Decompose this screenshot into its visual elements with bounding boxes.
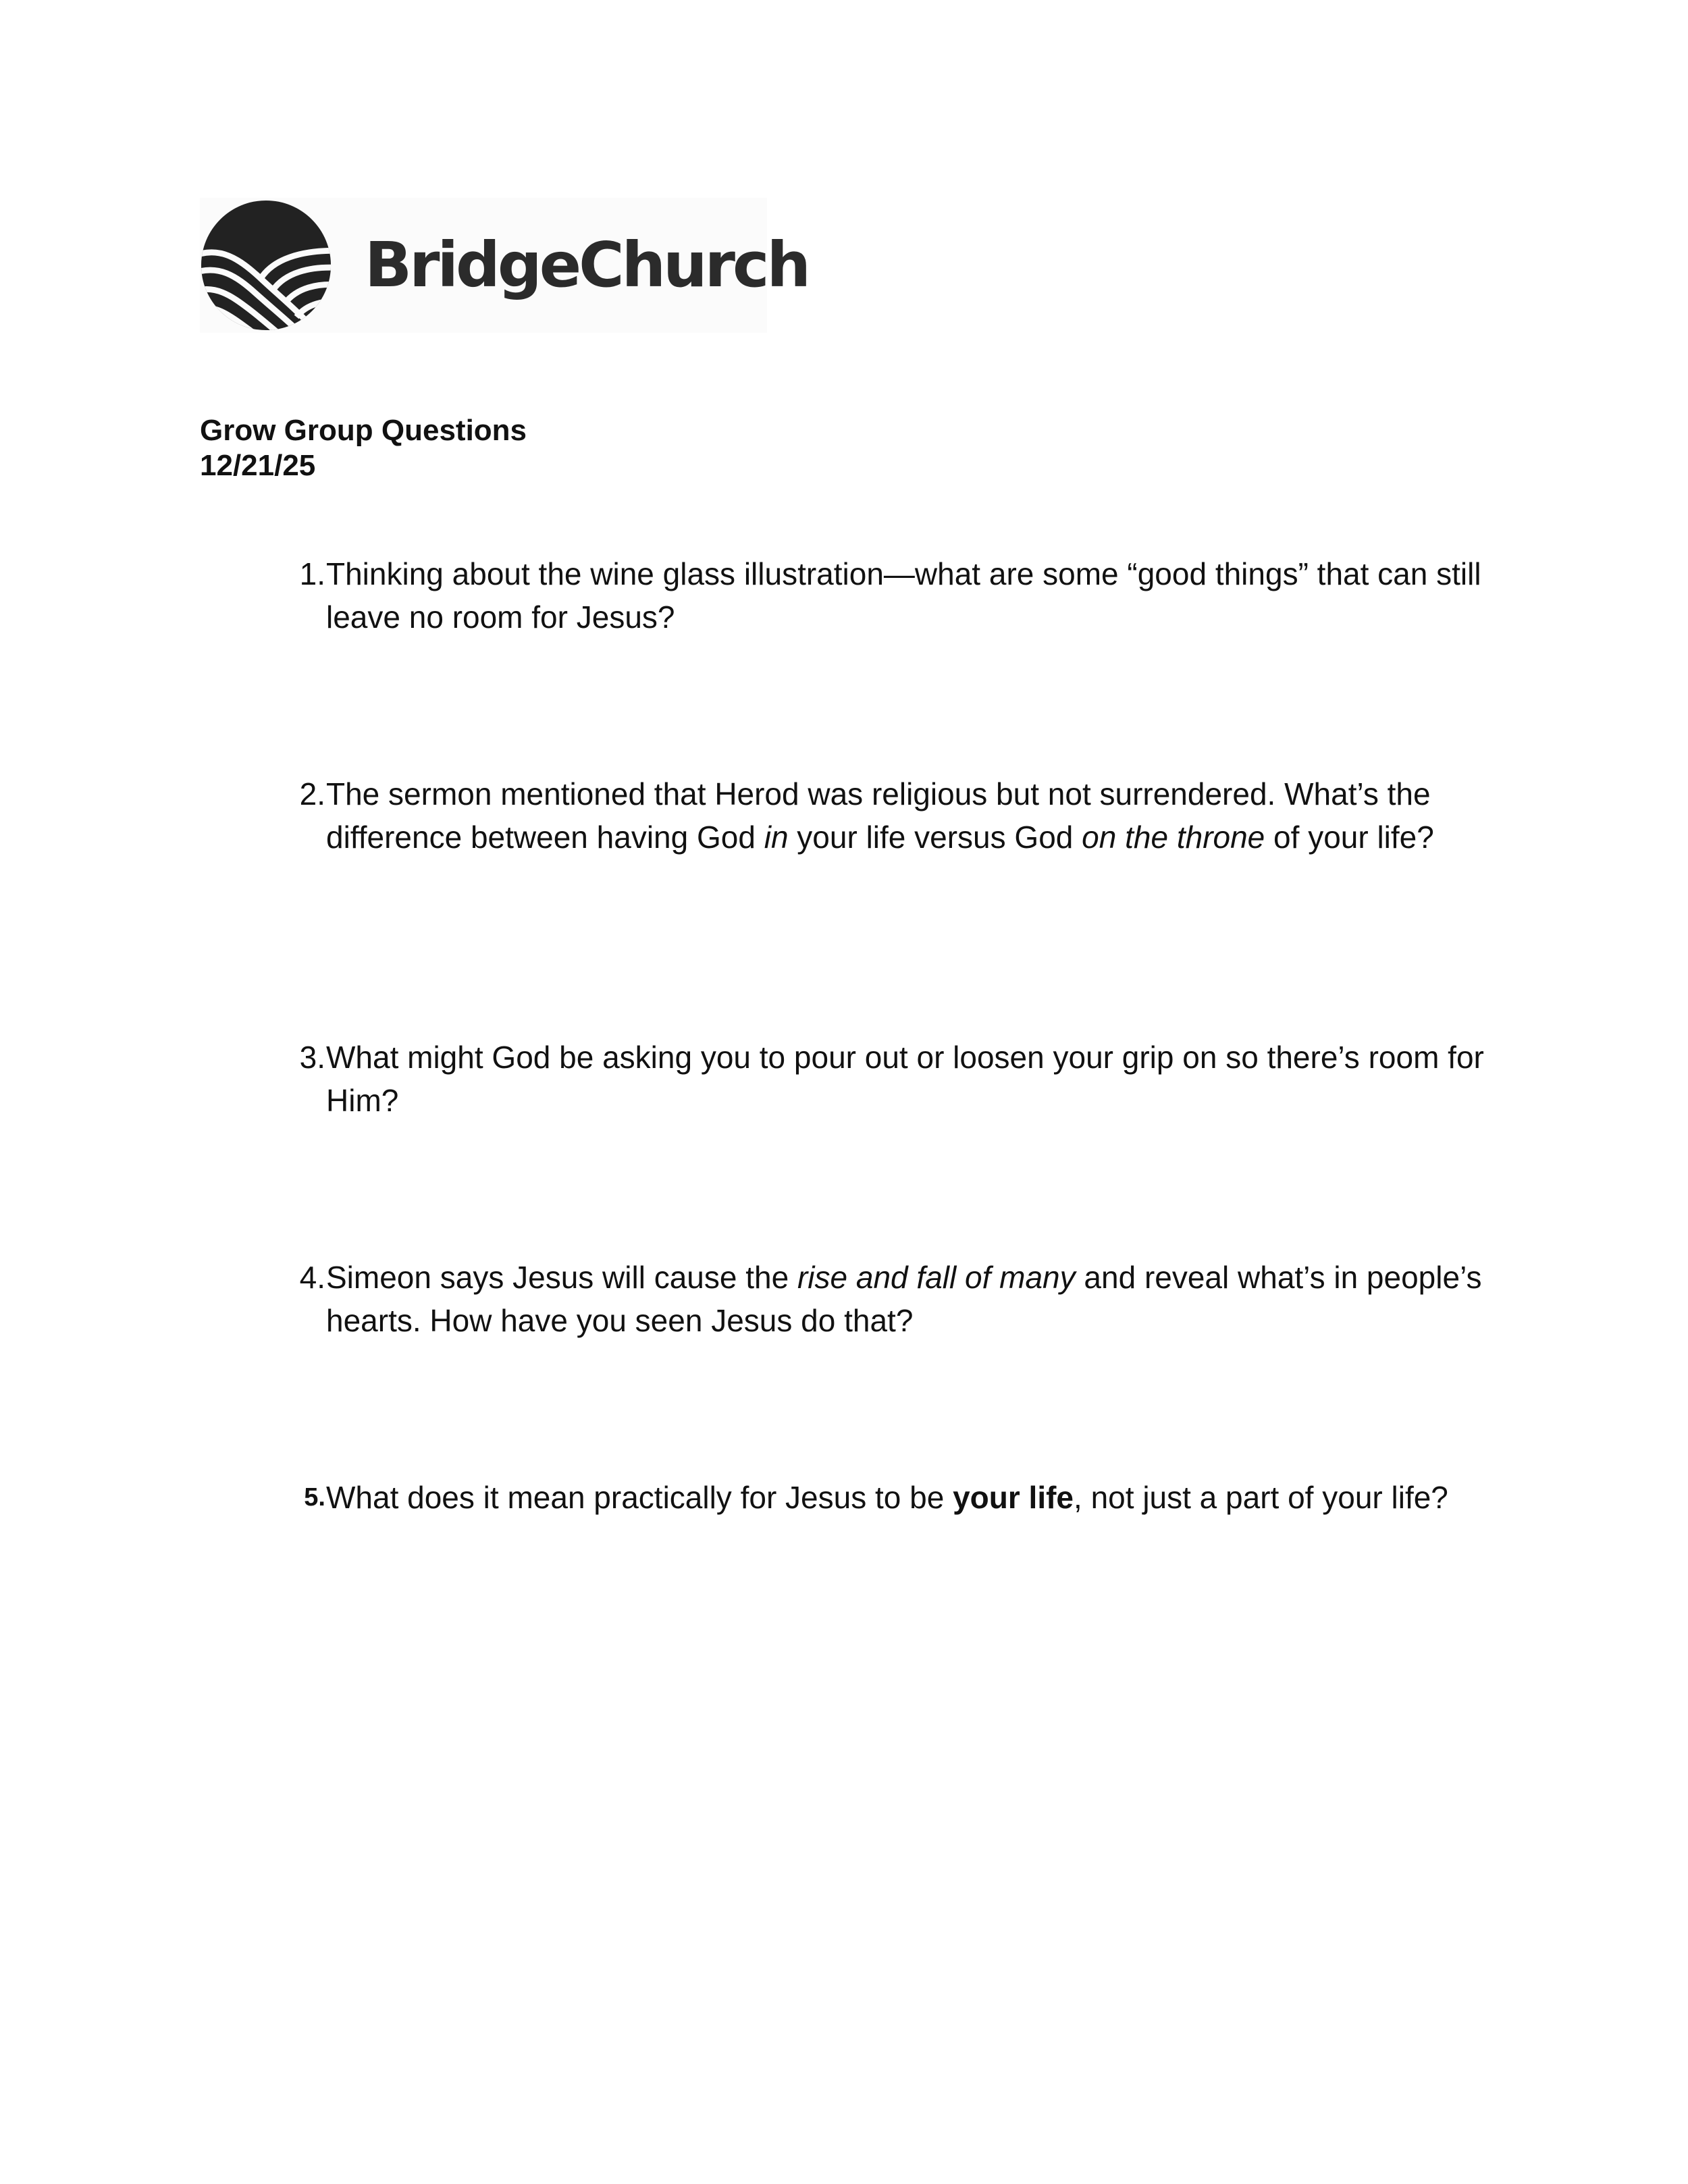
document-date: 12/21/25	[200, 449, 316, 482]
question-text-part: What might God be asking you to pour out or loosen your grip on so there’s room for Him?	[326, 1040, 1484, 1118]
document-heading	[200, 413, 527, 483]
question-item	[270, 772, 1499, 859]
question-number: 5.	[304, 1483, 325, 1512]
question-text-part: of your life?	[1265, 820, 1434, 855]
question-number: 4.	[299, 1260, 325, 1295]
question-item	[270, 1036, 1499, 1122]
question-item	[270, 1476, 1499, 1519]
question-text-part: Simeon says Jesus will cause the	[326, 1260, 797, 1295]
question-text-part: and reveal what’s in people’s hearts. How have you seen Jesus do that?	[326, 1260, 1482, 1338]
question-text-emphasis: in	[764, 820, 789, 855]
question-text-part: What does it mean practically for Jesus to be	[326, 1480, 953, 1515]
striped-circle-logo-icon	[200, 199, 332, 331]
question-item	[270, 552, 1499, 639]
question-item	[270, 1256, 1499, 1342]
question-text	[326, 1476, 1499, 1519]
question-text-part: Thinking about the wine glass illustration—what are some “good things” that can still leave no room for Jesus?	[326, 556, 1481, 635]
document-title: Grow Group Questions	[200, 414, 527, 447]
question-text-part: , not just a part of your life?	[1074, 1480, 1448, 1515]
question-number: 2.	[299, 776, 325, 811]
brand-name: BridgeChurch	[365, 229, 809, 301]
question-number: 3.	[299, 1040, 325, 1075]
question-text-emphasis: on the throne	[1082, 820, 1265, 855]
question-text	[326, 1036, 1499, 1122]
question-text-part: your life versus God	[788, 820, 1082, 855]
church-logo	[200, 198, 809, 333]
question-text-part: The sermon mentioned that Herod was religious but not surrendered. What’s the difference between having God	[326, 776, 1431, 855]
question-text-strong: your life	[953, 1480, 1074, 1515]
question-number: 1.	[299, 556, 325, 591]
question-text-emphasis: rise and fall of many	[797, 1260, 1076, 1295]
question-text	[326, 552, 1499, 639]
question-text	[326, 1256, 1499, 1342]
question-text	[326, 772, 1499, 859]
